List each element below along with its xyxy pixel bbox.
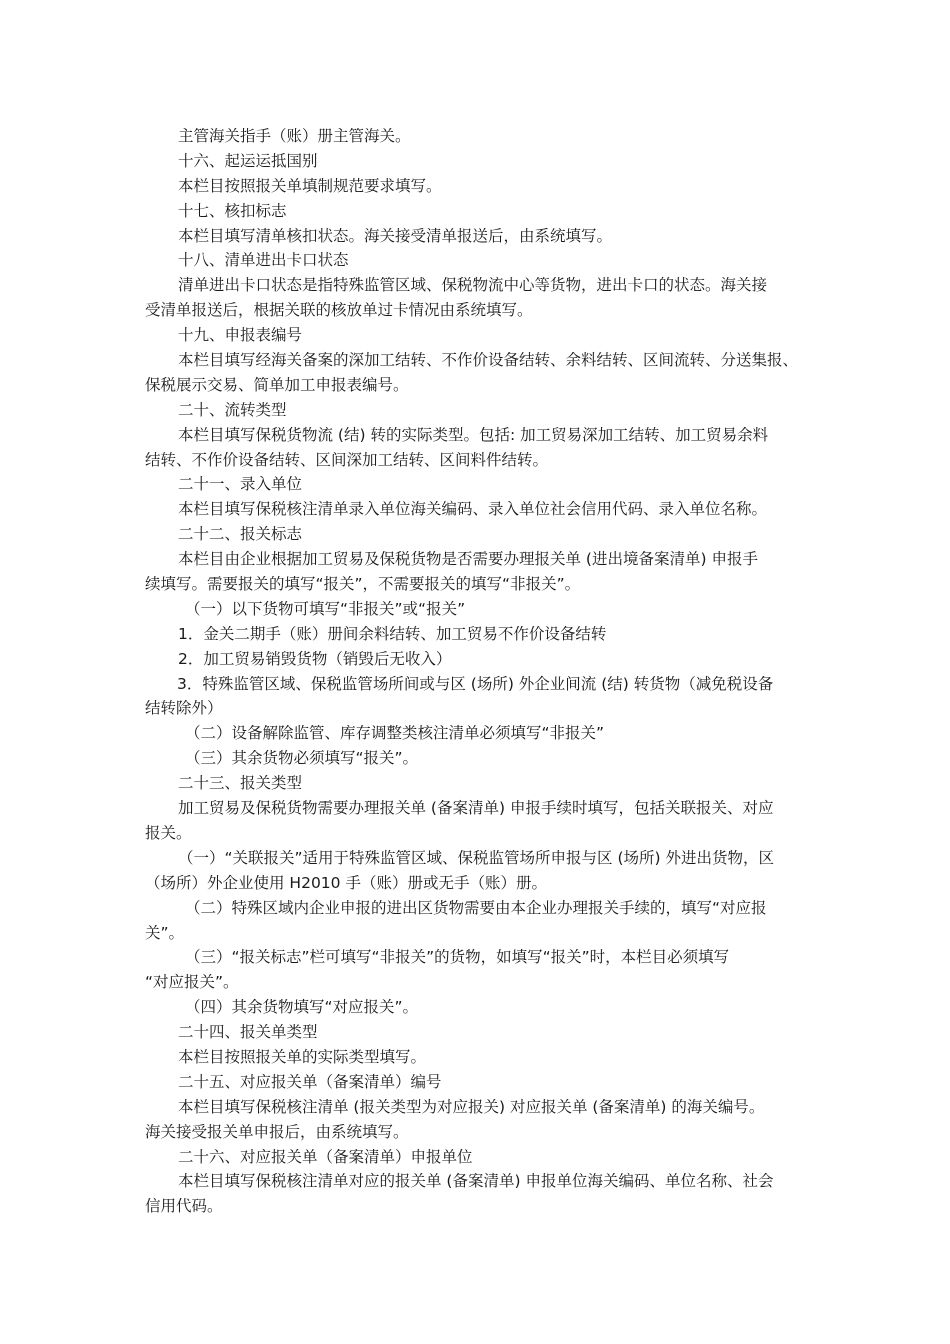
text-line: 十七、核扣标志	[178, 201, 287, 220]
text-line: 本栏目填写保税核注清单对应的报关单 (备案清单) 申报单位海关编码、单位名称、社会	[178, 1172, 774, 1191]
text-line: （三）其余货物必须填写“报关”。	[185, 749, 419, 768]
text-line: 本栏目按照报关单填制规范要求填写。	[178, 176, 442, 195]
text-line: 本栏目填写保税核注清单录入单位海关编码、录入单位社会信用代码、录入单位名称。	[178, 500, 768, 519]
text-line: 信用代码。	[145, 1197, 223, 1216]
text-line: （场所）外企业使用 H2010 手（账）册或无手（账）册。	[145, 873, 547, 892]
text-line: 本栏目填写清单核扣状态。海关接受清单报送后，由系统填写。	[178, 226, 613, 245]
text-line: 关”。	[145, 923, 185, 942]
text-line: 保税展示交易、简单加工申报表编号。	[145, 375, 409, 394]
text-line: 海关接受报关单申报后，由系统填写。	[145, 1122, 409, 1141]
text-line: 本栏目填写经海关备案的深加工结转、不作价设备结转、余料结转、区间流转、分送集报、	[178, 351, 799, 370]
text-line: （二）特殊区域内企业申报的进出区货物需要由本企业办理报关手续的，填写“对应报	[185, 898, 767, 917]
text-line: 报关。	[145, 823, 192, 842]
text-line: 二十三、报关类型	[178, 774, 303, 793]
text-line: 受清单报送后，根据关联的核放单过卡情况由系统填写。	[145, 301, 533, 320]
text-line: 加工贸易及保税货物需要办理报关单 (备案清单) 申报手续时填写，包括关联报关、对应	[178, 799, 774, 818]
text-line: 二十四、报关单类型	[178, 1023, 318, 1042]
text-line: （四）其余货物填写“对应报关”。	[185, 998, 419, 1017]
text-line: 二十、流转类型	[178, 400, 287, 419]
text-line: （一）以下货物可填写“非报关”或“报关”	[185, 599, 466, 618]
text-line: 2．加工贸易销毁货物（销毁后无收入）	[178, 649, 452, 668]
text-line: 二十二、报关标志	[178, 525, 303, 544]
text-line: 十六、起运运抵国别	[178, 151, 318, 170]
text-line: 3．特殊监管区域、保税监管场所间或与区 (场所) 外企业间流 (结) 转货物（减免税设备	[177, 674, 774, 693]
text-line: 1．金关二期手（账）册间余料结转、加工贸易不作价设备结转	[178, 624, 607, 643]
text-line: 本栏目由企业根据加工贸易及保税货物是否需要办理报关单 (进出境备案清单) 申报手	[178, 550, 758, 569]
text-line: 本栏目填写保税货物流 (结) 转的实际类型。包括: 加工贸易深加工结转、加工贸易余料	[178, 425, 769, 444]
text-line: 结转除外）	[145, 699, 223, 718]
text-line: 十八、清单进出卡口状态	[178, 251, 349, 270]
text-line: （三）“报关标志”栏可填写“非报关”的货物，如填写“报关”时，本栏目必须填写	[185, 948, 730, 967]
text-line: 十九、申报表编号	[178, 326, 303, 345]
text-line: （二）设备解除监管、库存调整类核注清单必须填写“非报关”	[185, 724, 605, 743]
document-page	[145, 124, 813, 1219]
text-line: 结转、不作价设备结转、区间深加工结转、区间料件结转。	[145, 450, 549, 469]
text-line: 主管海关指手（账）册主管海关。	[178, 127, 411, 145]
text-line: “对应报关”。	[145, 973, 239, 992]
text-line: 二十六、对应报关单（备案清单）申报单位	[178, 1147, 473, 1166]
text-line: 续填写。需要报关的填写“报关”，不需要报关的填写“非报关”。	[145, 575, 581, 594]
text-line: 清单进出卡口状态是指特殊监管区域、保税物流中心等货物，进出卡口的状态。海关接	[178, 276, 768, 295]
text-line: 本栏目填写保税核注清单 (报关类型为对应报关) 对应报关单 (备案清单) 的海关编号。	[178, 1097, 765, 1116]
text-line: （一）“关联报关”适用于特殊监管区域、保税监管场所申报与区 (场所) 外进出货物，区	[178, 848, 775, 867]
text-line: 二十五、对应报关单（备案清单）编号	[178, 1072, 442, 1091]
text-line: 本栏目按照报关单的实际类型填写。	[178, 1047, 427, 1066]
text-line: 二十一、录入单位	[178, 475, 303, 494]
